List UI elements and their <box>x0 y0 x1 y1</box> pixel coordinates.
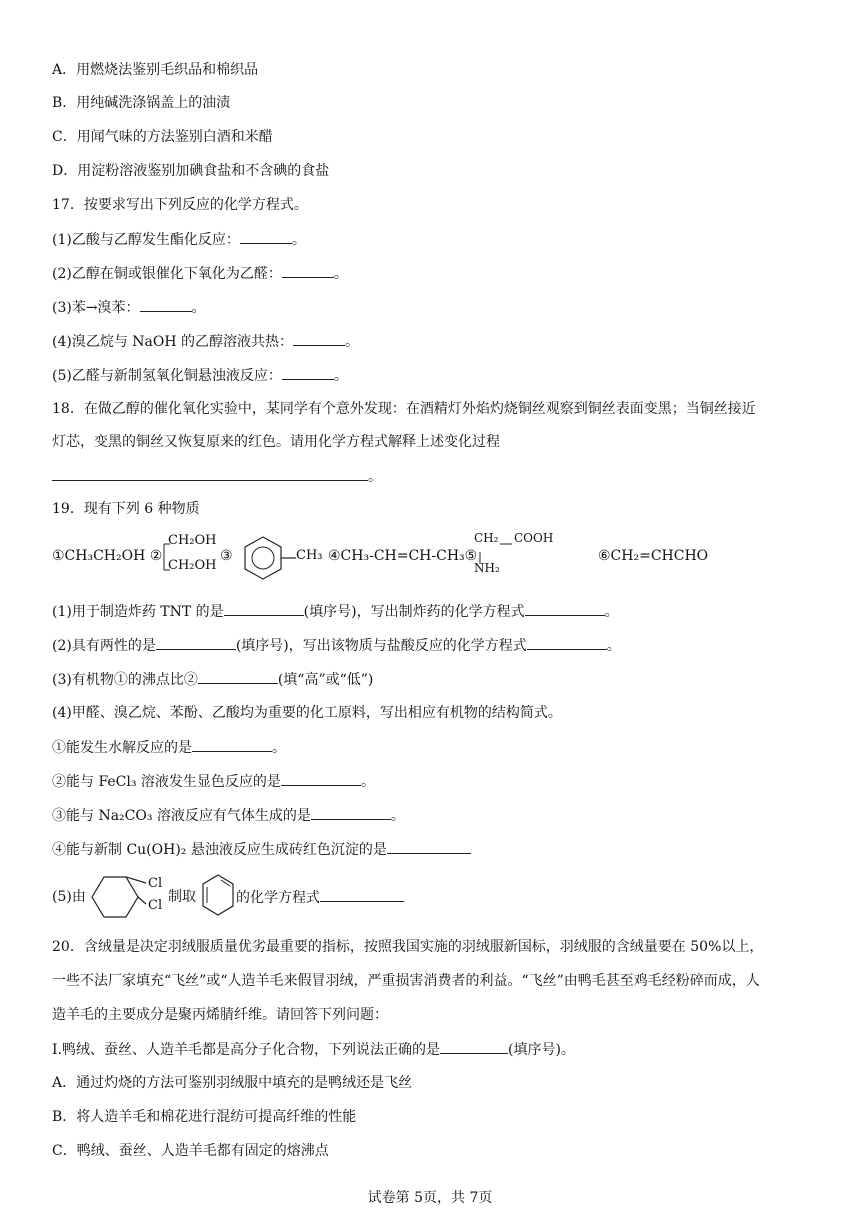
answer-blank[interactable] <box>293 331 345 346</box>
q19-part-5-mid: 制取 <box>168 889 196 905</box>
answer-blank[interactable] <box>198 669 278 684</box>
q20-line-3: 造羊毛的主要成分是聚丙烯腈纤维。请回答下列问题： <box>52 1007 388 1023</box>
option-a: A．用燃烧法鉴别毛织品和棉织品 <box>52 62 259 78</box>
q17-part-5-text: (5)乙醛与新制氢氧化铜悬浊液反应： <box>52 368 282 384</box>
text: (3)有机物①的沸点比② <box>52 672 198 688</box>
q17-part-5 <box>52 365 348 386</box>
q18-line-1: 18．在做乙醇的催化氧化实验中，某同学有个意外发现：在酒精灯外焰灼烧铜丝观察到铜丝表面变黑；当铜丝接近 <box>52 401 756 417</box>
period: 。 <box>604 604 619 620</box>
q20-line-1: 20．含绒量是决定羽绒服质量优劣最重要的指标，按照我国实施的羽绒服新国标，羽绒服的含绒量要在 50%以上， <box>52 939 764 955</box>
answer-blank[interactable] <box>192 737 272 752</box>
text: (填序号)。 <box>507 1042 575 1058</box>
glycine-nh2: NH₂ <box>474 561 500 575</box>
answer-blank[interactable] <box>281 771 361 786</box>
text: (填序号)，写出制炸药的化学方程式 <box>303 604 525 620</box>
substance-6-label: ⑥CH₂=CHCHO <box>598 548 709 564</box>
option-c: C．用闻气味的方法鉴别白酒和米醋 <box>52 129 273 145</box>
q17-part-2 <box>52 263 348 284</box>
period: 。 <box>191 300 206 316</box>
text: (2)具有两性的是 <box>52 638 156 654</box>
substance-1-label: ①CH₃CH₂OH ② <box>52 548 163 564</box>
substance-4-label: ④CH₃-CH=CH-CH₃⑤ <box>328 548 478 564</box>
q19-part-2 <box>52 635 621 656</box>
q17-part-1 <box>52 229 306 250</box>
option-d: D．用淀粉溶液鉴别加碘食盐和不含碘的食盐 <box>52 163 330 179</box>
q17-part-3 <box>52 297 206 318</box>
methyl-group: CH₃ <box>296 548 323 563</box>
q17-stem: 17．按要求写出下列反应的化学方程式。 <box>52 197 308 213</box>
period: 。 <box>291 232 306 248</box>
q20-option-a: A．通过灼烧的方法可鉴别羽绒服中填充的是鸭绒还是飞丝 <box>52 1075 413 1091</box>
period: 。 <box>333 368 348 384</box>
q18-answer-line <box>52 466 382 487</box>
answer-blank[interactable] <box>527 635 607 650</box>
cyclohexadiene-structure <box>200 872 240 922</box>
q18-line-2: 灯芯，变黑的铜丝又恢复原来的红色。请用化学方程式解释上述变化过程 <box>52 434 500 450</box>
answer-blank[interactable] <box>387 839 471 854</box>
text: I.鸭绒、蚕丝、人造羊毛都是高分子化合物，下列说法正确的是 <box>52 1042 440 1058</box>
period: 。 <box>368 469 382 485</box>
text: 的化学方程式 <box>236 890 320 906</box>
text: ④能与新制 Cu(OH)₂ 悬浊液反应生成砖红色沉淀的是 <box>52 842 387 858</box>
answer-blank[interactable] <box>140 297 192 312</box>
chlorine-bottom: Cl <box>148 898 163 913</box>
q19-part-5-suffix <box>236 887 404 908</box>
ch2oh-top: CH₂OH <box>168 533 217 548</box>
answer-blank[interactable] <box>525 601 605 616</box>
q19-condition-3 <box>52 805 405 826</box>
glycine-cooh: COOH <box>514 531 554 545</box>
period: 。 <box>345 334 360 350</box>
q19-condition-2 <box>52 771 375 792</box>
page-footer: 试卷第 5页，共 7页 <box>367 1190 493 1206</box>
period: 。 <box>360 774 375 790</box>
q17-part-3-text: (3)苯→溴苯： <box>52 300 140 316</box>
answer-blank[interactable] <box>240 229 292 244</box>
text: (1)用于制造炸药 TNT 的是 <box>52 604 224 620</box>
period: 。 <box>333 266 348 282</box>
answer-blank[interactable] <box>224 601 304 616</box>
text: (填序号)，写出该物质与盐酸反应的化学方程式 <box>235 638 527 654</box>
text: ①能发生水解反应的是 <box>52 740 192 756</box>
q19-part-3 <box>52 669 373 690</box>
q20-line-4 <box>52 1039 575 1060</box>
q19-structures <box>52 531 832 584</box>
q20-option-b: B．将人造羊毛和棉花进行混纺可提高纤维的性能 <box>52 1109 357 1125</box>
substance-3-label: ③ <box>220 548 233 564</box>
option-b: B．用纯碱洗涤锅盖上的油渍 <box>52 95 231 111</box>
answer-blank[interactable] <box>282 365 334 380</box>
q19-stem: 19．现有下列 6 种物质 <box>52 501 200 517</box>
q17-part-2-text: (2)乙醇在铜或银催化下氧化为乙醛： <box>52 266 282 282</box>
q19-part-4: (4)甲醛、溴乙烷、苯酚、乙酸均为重要的化工原料，写出相应有机物的结构简式。 <box>52 705 562 721</box>
q20-line-2: 一些不法厂家填充“飞丝”或“人造羊毛来假冒羽绒，严重损害消费者的利益。“飞丝”由鸭毛甚至鸡毛经粉碎而成，人 <box>52 973 760 989</box>
text: ③能与 Na₂CO₃ 溶液反应有气体生成的是 <box>52 808 311 824</box>
text: ②能与 FeCl₃ 溶液发生显色反应的是 <box>52 774 281 790</box>
q19-condition-4 <box>52 839 471 860</box>
q20-option-c: C．鸭绒、蚕丝、人造羊毛都有固定的熔沸点 <box>52 1143 329 1159</box>
answer-blank[interactable] <box>440 1039 508 1054</box>
q19-part-5-prefix: (5)由 <box>52 889 86 905</box>
chlorine-top: Cl <box>148 876 163 891</box>
q17-part-4 <box>52 331 359 352</box>
q19-condition-1 <box>52 737 286 758</box>
answer-blank[interactable] <box>282 263 334 278</box>
answer-blank[interactable] <box>311 805 391 820</box>
answer-blank[interactable] <box>156 635 236 650</box>
glycine-ch2: CH₂ <box>474 531 499 545</box>
q17-part-4-text: (4)溴乙烷与 NaOH 的乙醇溶液共热： <box>52 334 294 350</box>
text: (填“高”或“低”) <box>277 672 374 688</box>
period: 。 <box>272 740 286 756</box>
period: 。 <box>390 808 405 824</box>
answer-blank[interactable] <box>52 466 368 481</box>
period: 。 <box>606 638 621 654</box>
q17-part-1-text: (1)乙酸与乙醇发生酯化反应： <box>52 232 240 248</box>
ch2oh-bottom: CH₂OH <box>168 558 217 573</box>
q19-part-1 <box>52 601 619 622</box>
answer-blank[interactable] <box>320 887 404 902</box>
